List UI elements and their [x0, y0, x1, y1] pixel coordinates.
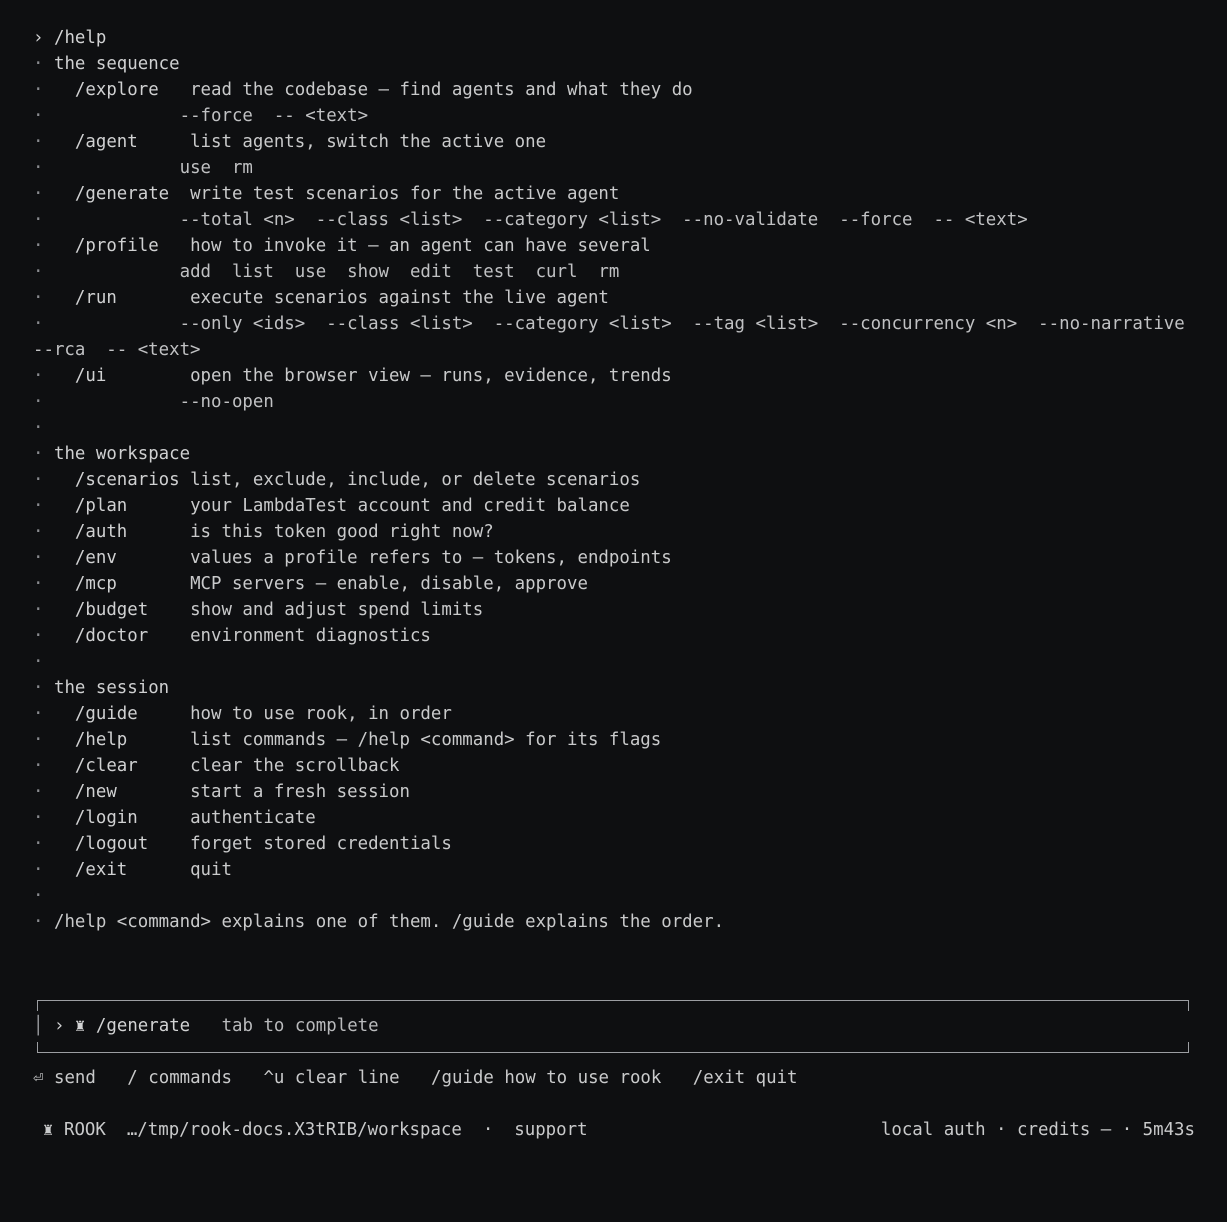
spacer: [43, 704, 74, 724]
spacer: [43, 756, 74, 776]
command-flags: --total <n> --class <list> --category <list> --no-validate --force -- <text>: [179, 210, 1028, 230]
spacer: [43, 782, 74, 802]
section-heading: [33, 675, 1203, 701]
command-name: /profile: [74, 236, 191, 256]
gutter-dot: ·: [33, 834, 44, 854]
command-description: open the browser view — runs, evidence, trends: [190, 366, 672, 386]
gutter-dot: ·: [33, 106, 44, 126]
command-description: is this token good right now?: [190, 522, 494, 542]
command-description: your LambdaTest account and credit balance: [190, 496, 630, 516]
command-description: list, exclude, include, or delete scenarios: [190, 470, 641, 490]
command-flags: --no-open: [179, 392, 274, 412]
gutter-dot: ·: [33, 132, 44, 152]
spacer: [43, 470, 74, 490]
command-flags-row: [33, 207, 1203, 233]
status-bar: [33, 1117, 1195, 1143]
gutter-dot: ·: [33, 626, 44, 646]
command-name: /clear: [74, 756, 191, 776]
gutter-dot: ·: [33, 262, 44, 282]
input-box-bottom-border: [37, 1042, 1189, 1053]
status-separator: ·: [482, 1120, 494, 1140]
command-flags-wrapped: --rca -- <text>: [33, 340, 201, 360]
command-description: environment diagnostics: [190, 626, 431, 646]
gutter-dot: ·: [33, 496, 44, 516]
command-row: [33, 363, 1203, 389]
section-title: the session: [53, 678, 170, 698]
command-name: /ui: [74, 366, 191, 386]
command-name: /exit: [74, 860, 191, 880]
command-row: [33, 493, 1203, 519]
command-row: [33, 285, 1203, 311]
spacer: [400, 1068, 431, 1088]
command-description: clear the scrollback: [190, 756, 400, 776]
command-name: /help: [74, 730, 191, 750]
shortcut-label: how to use rook: [504, 1068, 662, 1088]
command-flags-row: [33, 259, 1203, 285]
command-name: /env: [74, 548, 191, 568]
gutter-dot: ·: [33, 288, 44, 308]
command-name: /mcp: [74, 574, 191, 594]
gutter-dot: ·: [33, 652, 44, 672]
prompt-line: [33, 25, 1203, 51]
command-description: list commands — /help <command> for its flags: [190, 730, 662, 750]
gutter-dot: ·: [33, 54, 44, 74]
gutter-dot: ·: [33, 444, 44, 464]
command-row: [33, 545, 1203, 571]
command-name: /doctor: [74, 626, 191, 646]
gutter-dot: ·: [33, 704, 44, 724]
footer-note: /help <command> explains one of them. /guide explains the order.: [53, 912, 725, 932]
command-flags: --force -- <text>: [179, 106, 369, 126]
command-row: [33, 181, 1203, 207]
command-name: /plan: [74, 496, 191, 516]
gutter-dot: ·: [33, 808, 44, 828]
command-description: list agents, switch the active one: [190, 132, 547, 152]
spacer: [661, 1068, 692, 1088]
spacer: [43, 210, 179, 230]
spacer: [43, 808, 74, 828]
command-name: /guide: [74, 704, 191, 724]
command-description: quit: [190, 860, 232, 880]
spacer: [43, 496, 74, 516]
spacer: [43, 730, 74, 750]
shortcut-key: ⏎: [33, 1068, 44, 1088]
shortcut-label: quit: [755, 1068, 798, 1088]
prompt-symbol: ›: [33, 28, 44, 48]
command-flags: --only <ids> --class <list> --category <list> --tag <list> --concurrency <n> --no-narrative: [179, 314, 1185, 334]
gutter-dot: ·: [33, 236, 44, 256]
spacer: [43, 28, 53, 48]
shortcut-key: /guide: [431, 1068, 494, 1088]
status-info: local auth · credits — · 5m43s: [880, 1120, 1195, 1140]
spacer: [494, 1068, 504, 1088]
spacer: [43, 314, 179, 334]
gutter-dot: ·: [33, 522, 44, 542]
gutter-dot: ·: [33, 366, 44, 386]
command-description: authenticate: [190, 808, 316, 828]
command-row: [33, 701, 1203, 727]
command-flags-row: [33, 103, 1203, 129]
rook-logo-icon: ♜: [43, 1120, 54, 1140]
spacer: [43, 132, 74, 152]
input-box-left-border: │: [33, 1016, 44, 1036]
command-row: [33, 467, 1203, 493]
command-input-box[interactable]: [33, 994, 1193, 1058]
spacer: [43, 626, 74, 646]
command-flags-row: [33, 389, 1203, 415]
command-description: how to invoke it — an agent can have several: [190, 236, 651, 256]
shortcut-label: commands: [148, 1068, 233, 1088]
spacer: [43, 444, 53, 464]
spacer: [43, 80, 74, 100]
gutter-dot: ·: [33, 210, 44, 230]
command-row: [33, 831, 1203, 857]
command-description: write test scenarios for the active agent: [190, 184, 620, 204]
app-name: ROOK: [63, 1120, 106, 1140]
spacer: [43, 392, 179, 412]
blank-gutter-line: [33, 415, 1203, 441]
command-flags: use rm: [179, 158, 253, 178]
command-name: /agent: [74, 132, 191, 152]
command-name: /run: [74, 288, 191, 308]
spacer: [43, 834, 74, 854]
command-name: /auth: [74, 522, 191, 542]
command-row: [33, 571, 1203, 597]
command-description: how to use rook, in order: [190, 704, 452, 724]
command-name: /logout: [74, 834, 191, 854]
spacer: [43, 600, 74, 620]
spacer: [232, 1068, 263, 1088]
command-flags: add list use show edit test curl rm: [179, 262, 620, 282]
spacer: [43, 288, 74, 308]
command-description: show and adjust spend limits: [190, 600, 484, 620]
command-row: [33, 233, 1203, 259]
command-row: [33, 727, 1203, 753]
input-hint: tab to complete: [221, 1016, 379, 1036]
command-entered: /help: [53, 28, 107, 48]
command-flags-row: [33, 155, 1203, 181]
gutter-dot: ·: [33, 184, 44, 204]
gutter-dot: ·: [33, 886, 44, 906]
blank-gutter-line: [33, 883, 1203, 909]
spacer: [43, 366, 74, 386]
command-description: MCP servers — enable, disable, approve: [190, 574, 588, 594]
command-input[interactable]: [33, 1013, 379, 1039]
command-description: read the codebase — find agents and what they do: [190, 80, 693, 100]
command-row: [33, 805, 1203, 831]
shortcut-key: /exit: [692, 1068, 746, 1088]
command-name: /login: [74, 808, 191, 828]
gutter-dot: ·: [33, 470, 44, 490]
command-row: [33, 623, 1203, 649]
command-row: [33, 129, 1203, 155]
command-flags-wrap-row: [33, 337, 1203, 363]
section-title: the workspace: [53, 444, 191, 464]
shortcut-bar: [33, 1065, 798, 1091]
command-description: forget stored credentials: [190, 834, 452, 854]
spacer: [43, 912, 53, 932]
gutter-dot: ·: [33, 912, 44, 932]
spacer: [43, 54, 53, 74]
command-name: /generate: [74, 184, 191, 204]
gutter-dot: ·: [33, 756, 44, 776]
spacer: [43, 574, 74, 594]
gutter-dot: ·: [33, 314, 44, 334]
gutter-dot: ·: [33, 548, 44, 568]
command-description: values a profile refers to — tokens, endpoints: [190, 548, 672, 568]
gutter-dot: ·: [33, 574, 44, 594]
shortcut-key: /: [127, 1068, 138, 1088]
footer-note-line: [33, 909, 1203, 935]
input-prompt-symbol: ›: [53, 1016, 65, 1036]
command-row: [33, 77, 1203, 103]
gutter-dot: ·: [33, 80, 44, 100]
gutter-dot: ·: [33, 600, 44, 620]
command-description: start a fresh session: [190, 782, 410, 802]
spacer: [43, 860, 74, 880]
spacer: [43, 262, 179, 282]
gutter-dot: ·: [33, 730, 44, 750]
spacer: [43, 522, 74, 542]
spacer: [43, 184, 74, 204]
section-title: the sequence: [53, 54, 180, 74]
gutter-dot: ·: [33, 392, 44, 412]
section-heading: [33, 51, 1203, 77]
command-name: /explore: [74, 80, 191, 100]
shortcut-label: clear line: [294, 1068, 400, 1088]
spacer: [43, 236, 74, 256]
input-box-top-border: [37, 1000, 1189, 1011]
rook-chess-icon: ♜: [74, 1016, 86, 1036]
command-row: [33, 597, 1203, 623]
gutter-dot: ·: [33, 782, 44, 802]
support-link[interactable]: support: [514, 1120, 588, 1140]
spacer: [43, 548, 74, 568]
command-name: /new: [74, 782, 191, 802]
spacer: [43, 1068, 53, 1088]
gutter-dot: ·: [33, 860, 44, 880]
command-name: /scenarios: [74, 470, 191, 490]
shortcut-label: send: [53, 1068, 96, 1088]
blank-gutter-line: [33, 649, 1203, 675]
command-row: [33, 753, 1203, 779]
spacer: [745, 1068, 755, 1088]
spacer: [96, 1068, 127, 1088]
terminal-transcript: [33, 25, 1203, 935]
command-name: /budget: [74, 600, 191, 620]
spacer: [138, 1068, 148, 1088]
spacer: [43, 158, 179, 178]
gutter-dot: ·: [33, 678, 44, 698]
spacer: [43, 106, 179, 126]
gutter-dot: ·: [33, 418, 44, 438]
command-row: [33, 779, 1203, 805]
spacer: [284, 1068, 294, 1088]
command-description: execute scenarios against the live agent: [190, 288, 609, 308]
gutter-dot: ·: [33, 158, 44, 178]
spacer: [43, 678, 53, 698]
command-row: [33, 519, 1203, 545]
shortcut-key: ^u: [263, 1068, 285, 1088]
section-heading: [33, 441, 1203, 467]
workspace-path: …/tmp/rook-docs.X3tRIB/workspace: [126, 1120, 462, 1140]
command-row: [33, 857, 1203, 883]
command-flags-row: [33, 311, 1203, 337]
input-value[interactable]: /generate: [95, 1016, 191, 1036]
